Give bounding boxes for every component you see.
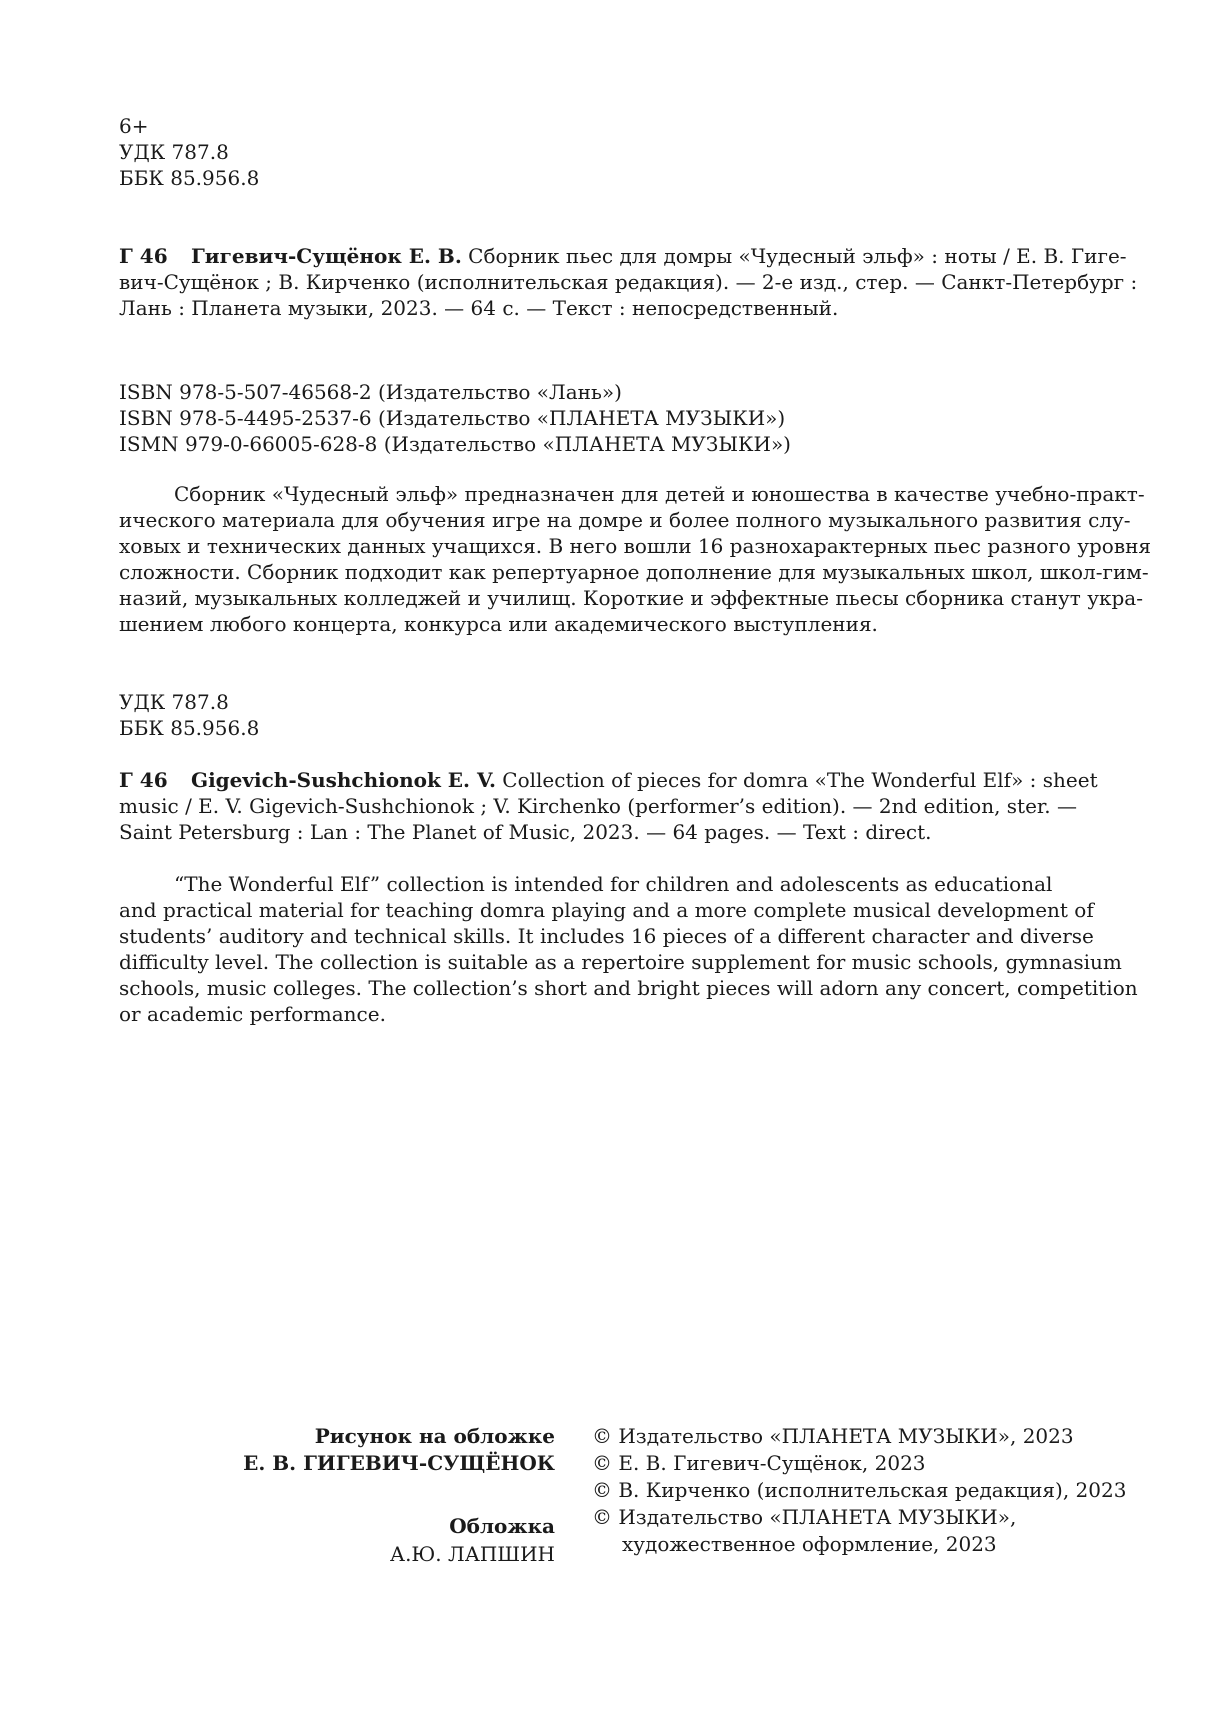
cover-drawing-name: Е. В. ГИГЕВИЧ-СУЩЁНОК bbox=[243, 1451, 555, 1475]
copyright-line: © Е. В. Гигевич-Сущёнок, 2023 bbox=[592, 1451, 926, 1475]
udk-code: УДК 787.8 bbox=[119, 140, 229, 164]
classification-top bbox=[119, 113, 259, 191]
classification-bottom bbox=[119, 689, 259, 741]
bbk-code: ББК 85.956.8 bbox=[119, 166, 260, 190]
bbk-code: ББК 85.956.8 bbox=[119, 716, 260, 740]
copyright-line: художественное оформление, 2023 bbox=[622, 1532, 997, 1556]
abstract-ru bbox=[119, 481, 1152, 637]
age-rating: 6+ bbox=[119, 114, 149, 138]
isbn-line: ISBN 978-5-507-46568-2 (Издательство «Лань») bbox=[119, 380, 622, 404]
abstract-line: schools, music colleges. The collection’s short and bright pieces will adorn any concert, competition bbox=[119, 976, 1138, 1000]
abstract-line: difficulty level. The collection is suitable as a repertoire supplement for music schools, gymnasium bbox=[119, 950, 1122, 974]
abstract-line: “The Wonderful Elf” collection is intended for children and adolescents as educational bbox=[174, 872, 1053, 896]
abstract-line: шением любого концерта, конкурса или академического выступления. bbox=[119, 612, 878, 636]
record-line: Сборник пьес для домры «Чудесный эльф» : ноты / Е. В. Гиге- bbox=[468, 244, 1127, 268]
abstract-en bbox=[119, 871, 1138, 1027]
abstract-line: or academic performance. bbox=[119, 1002, 386, 1026]
abstract-line: ического материала для обучения игре на домре и более полного музыкального развития слу- bbox=[119, 508, 1131, 532]
record-line: Collection of pieces for domra «The Wonderful Elf» : sheet bbox=[502, 768, 1098, 792]
copyright-line: © Издательство «ПЛАНЕТА МУЗЫКИ», 2023 bbox=[592, 1424, 1074, 1448]
bibliographic-record-en bbox=[119, 767, 1099, 845]
abstract-line: назий, музыкальных колледжей и училищ. Короткие и эффектные пьесы сборника станут укра- bbox=[119, 586, 1143, 610]
abstract-line: сложности. Сборник подходит как репертуарное дополнение для музыкальных школ, школ-гим- bbox=[119, 560, 1149, 584]
author-sign: Г 46 bbox=[119, 244, 168, 268]
bibliographic-record-ru bbox=[119, 243, 1138, 321]
record-line: music / E. V. Gigevich-Sushchionok ; V. Kirchenko (performer’s edition). — 2nd edition, ster. — bbox=[119, 794, 1077, 818]
copyright-line: © Издательство «ПЛАНЕТА МУЗЫКИ», bbox=[592, 1505, 1017, 1529]
cover-label: Обложка bbox=[449, 1514, 555, 1538]
abstract-line: and practical material for teaching domra playing and a more complete musical development of bbox=[119, 898, 1094, 922]
copyright-line: © В. Кирченко (исполнительская редакция), 2023 bbox=[592, 1478, 1127, 1502]
author-sign: Г 46 bbox=[119, 768, 168, 792]
cover-name: А.Ю. ЛАПШИН bbox=[389, 1542, 555, 1566]
abstract-line: students’ auditory and technical skills. It includes 16 pieces of a different character and diverse bbox=[119, 924, 1094, 948]
isbn-block bbox=[119, 379, 791, 457]
record-author: Гигевич-Сущёнок Е. В. bbox=[191, 244, 462, 268]
record-line: Saint Petersburg : Lan : The Planet of Music, 2023. — 64 pages. — Text : direct. bbox=[119, 820, 932, 844]
abstract-line: ховых и технических данных учащихся. В него вошли 16 разнохарактерных пьес разного уровня bbox=[119, 534, 1152, 558]
record-line: вич-Сущёнок ; В. Кирченко (исполнительская редакция). — 2-е изд., стер. — Санкт-Петербург : bbox=[119, 270, 1138, 294]
udk-code: УДК 787.8 bbox=[119, 690, 229, 714]
record-author: Gigevich-Sushchionok E. V. bbox=[191, 768, 496, 792]
abstract-line: Сборник «Чудесный эльф» предназначен для детей и юношества в качестве учебно-практ- bbox=[174, 482, 1145, 506]
record-line: Лань : Планета музыки, 2023. — 64 с. — Текст : непосредственный. bbox=[119, 296, 839, 320]
cover-drawing-label: Рисунок на обложке bbox=[314, 1424, 555, 1448]
isbn-line: ISBN 978-5-4495-2537-6 (Издательство «ПЛАНЕТА МУЗЫКИ») bbox=[119, 406, 786, 430]
ismn-line: ISMN 979-0-66005-628-8 (Издательство «ПЛАНЕТА МУЗЫКИ») bbox=[119, 432, 791, 456]
copyright-block bbox=[592, 1423, 1126, 1558]
